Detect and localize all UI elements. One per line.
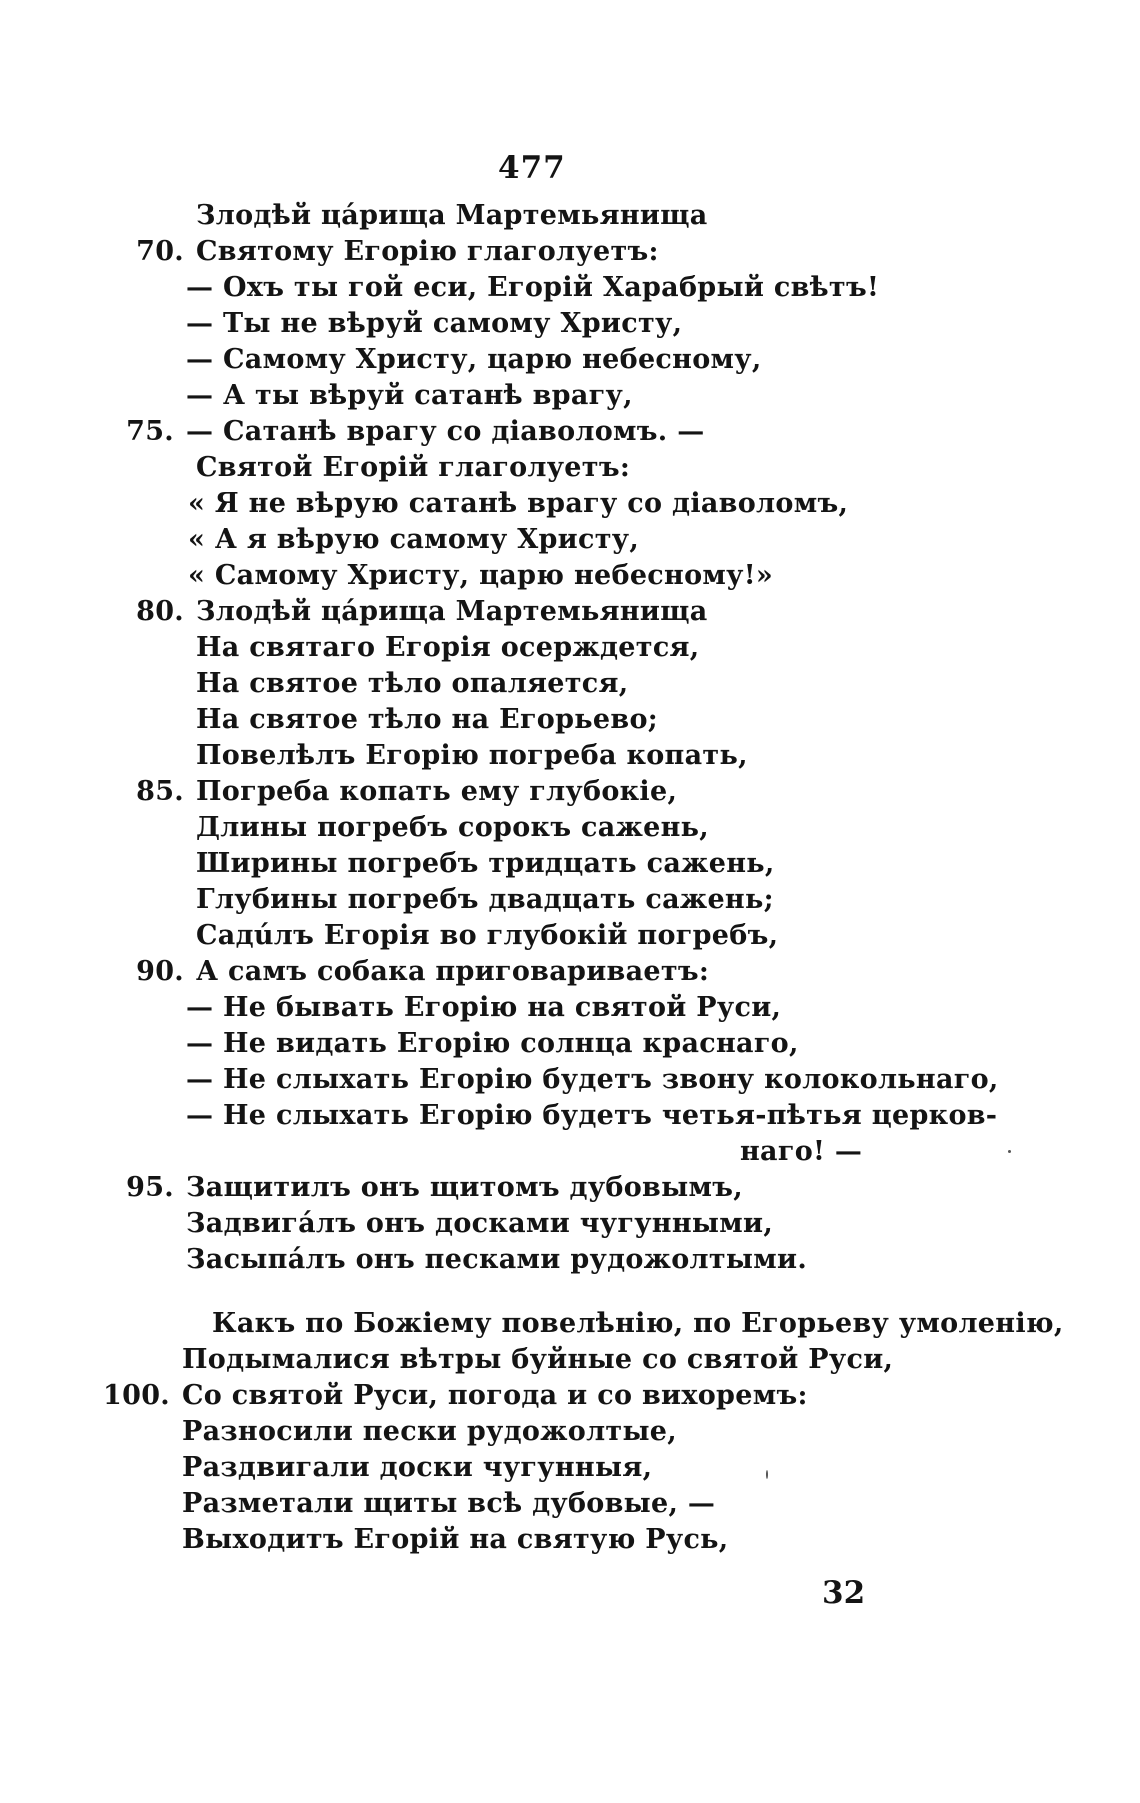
- verse-line: [136, 774, 678, 810]
- verse-line: [196, 630, 700, 666]
- verse-line: [186, 306, 682, 342]
- verse-line: [186, 990, 781, 1026]
- line-text: — Самому Христу, царю небесному,: [186, 344, 762, 375]
- verse-line: [196, 666, 628, 702]
- line-number: 90.: [136, 956, 184, 987]
- line-text: « Я не вѣрую сатанѣ врагу со діаволомъ,: [188, 488, 849, 519]
- line-text: На святое тѣло опаляется,: [196, 668, 629, 699]
- verse-line: [186, 270, 879, 306]
- verse-line: [196, 882, 774, 918]
- line-number: 95.: [126, 1172, 174, 1203]
- line-text: Какъ по Божіему повелѣнію, по Егорьеву умоленію,: [212, 1308, 1064, 1339]
- line-text: — Охъ ты гой еси, Егорій Харабрый свѣтъ!: [186, 272, 880, 303]
- line-text: Разметали щиты всѣ дубовые, —: [182, 1488, 716, 1519]
- verse-line: [186, 1062, 999, 1098]
- verse-line: [136, 234, 659, 270]
- verse-line: [212, 1306, 1064, 1342]
- verse-line: [186, 1098, 997, 1134]
- verse-line: [136, 594, 708, 630]
- line-text: — Не слыхать Егорію будетъ четья-пѣтья церков-: [186, 1100, 998, 1131]
- line-text: Глубины погребъ двадцать сажень;: [196, 884, 774, 915]
- signature-mark: 32: [822, 1575, 866, 1611]
- verse-line: [186, 1026, 799, 1062]
- verse-line: [740, 1134, 862, 1170]
- page-number: 477: [498, 150, 566, 186]
- verse-line: [196, 702, 658, 738]
- verse-line: [126, 414, 705, 450]
- verse-line: [196, 738, 748, 774]
- line-number: 70.: [136, 236, 184, 267]
- line-text: Садúлъ Егорія во глубокій погребъ,: [196, 920, 779, 951]
- line-text: — Не слыхать Егорію будетъ звону колокольнаго,: [186, 1064, 999, 1095]
- verse-line: [196, 450, 630, 486]
- line-text: Святому Егорію глаголуетъ:: [196, 236, 659, 267]
- line-text: Разносили пески рудожолтые,: [182, 1416, 677, 1447]
- line-text: На святое тѣло на Егорьево;: [196, 704, 659, 735]
- line-text: « Самому Христу, царю небесному!»: [188, 560, 774, 591]
- line-text: Ширины погребъ тридцать сажень,: [196, 848, 775, 879]
- verse-line: [186, 1242, 807, 1278]
- line-text: Со святой Руси, погода и со вихоремъ:: [182, 1380, 808, 1411]
- verse-line: [103, 1378, 808, 1414]
- verse-line: [136, 954, 710, 990]
- verse-line: [196, 810, 709, 846]
- line-text: Погреба копать ему глубокіе,: [196, 776, 678, 807]
- line-text: Повелѣлъ Егорію погреба копать,: [196, 740, 748, 771]
- line-text: А самъ собака приговариваетъ:: [196, 956, 710, 987]
- verse-line: [182, 1486, 715, 1522]
- verse-line: [186, 378, 633, 414]
- line-text: — Не видать Егорію солнца краснаго,: [186, 1028, 799, 1059]
- line-number: 85.: [136, 776, 184, 807]
- line-text: Подымалися вѣтры буйные со святой Руси,: [182, 1344, 894, 1375]
- line-text: На святаго Егорія осерждется,: [196, 632, 700, 663]
- verse-line: [188, 522, 639, 558]
- ink-speck: [1008, 1150, 1011, 1153]
- line-text: наго! —: [740, 1136, 863, 1167]
- verse-line: [182, 1342, 893, 1378]
- line-text: — Не бывать Егорію на святой Руси,: [186, 992, 782, 1023]
- line-text: — А ты вѣруй сатанѣ врагу,: [186, 380, 633, 411]
- line-text: « А я вѣрую самому Христу,: [188, 524, 640, 555]
- line-text: Длины погребъ сорокъ сажень,: [196, 812, 710, 843]
- line-text: Задвигáлъ онъ досками чугунными,: [186, 1208, 774, 1239]
- line-number: 80.: [136, 596, 184, 627]
- verse-line: [196, 846, 775, 882]
- line-text: — Ты не вѣруй самому Христу,: [186, 308, 683, 339]
- verse-line: [186, 1206, 773, 1242]
- verse-line: [196, 918, 778, 954]
- verse-line: [188, 558, 773, 594]
- ink-speck: [766, 1470, 768, 1479]
- line-number: 75.: [126, 416, 174, 447]
- verse-line: [196, 198, 708, 234]
- verse-line: [182, 1450, 652, 1486]
- verse-line: [126, 1170, 743, 1206]
- line-number: 100.: [103, 1380, 170, 1411]
- verse-line: [182, 1522, 729, 1558]
- line-text: Защитилъ онъ щитомъ дубовымъ,: [186, 1172, 743, 1203]
- verse-line: [182, 1414, 677, 1450]
- line-text: Выходитъ Егорій на святую Русь,: [182, 1524, 729, 1555]
- line-text: Засыпáлъ онъ песками рудожолтыми.: [186, 1244, 808, 1275]
- line-text: Святой Егорій глаголуетъ:: [196, 452, 631, 483]
- line-text: Злодѣй цáрища Мартемьянища: [196, 200, 708, 231]
- verse-line: [188, 486, 848, 522]
- line-text: Злодѣй цáрища Мартемьянища: [196, 596, 708, 627]
- line-text: — Сатанѣ врагу со діаволомъ. —: [186, 416, 705, 447]
- verse-line: [186, 342, 762, 378]
- line-text: Раздвигали доски чугунныя,: [182, 1452, 653, 1483]
